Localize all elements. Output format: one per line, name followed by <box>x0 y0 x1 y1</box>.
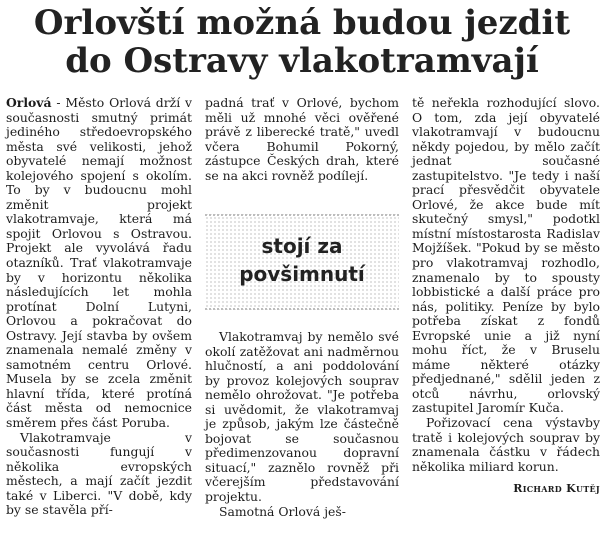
paragraph: Pořizovací cena výstavby tratě i kolejových souprav by znamenala částku v řádech několika miliard korun. <box>412 415 600 474</box>
paragraph: Samotná Orlová ješ- <box>219 503 346 519</box>
pull-quote-line-2: povšimnutí <box>239 262 365 286</box>
paragraph: Vlakotramvaj by nemělo své okolí zatěžovat ani nadměrnou hlučností, a ani poddolování by provoz kolejových souprav nemělo ohrožovat. "Je potřeba si uvědomit, že vlakotramvaj je způsob, jakým lze částečně bojovat se současnou předimenzovanou dopravní situací," zaznělo rovněž při včerejším představování projektu. <box>205 329 399 505</box>
paragraph: padná trať v Orlové, bychom měli už mnohé věci ověřené právě z liberecké tratě," uvedl včera Bohumil Pokorný, zástupce Českých drah, které se na akci rovněž podílejí. <box>205 95 399 183</box>
paragraph <box>6 96 192 431</box>
headline-line-2: do Ostravy vlakotramvají <box>65 41 539 81</box>
column-2-body <box>205 330 399 519</box>
paragraph: Vlakotramvaje v současnosti fungují v několika evropských městech, a mají začít jezdit také v Liberci. "V době, kdy by se stavěla pří- <box>6 429 192 518</box>
dateline: Orlová <box>6 95 52 110</box>
headline-line-1: Orlovští možná budou jezdit <box>33 3 571 43</box>
paragraph-text: - Město Orlová drží v současnosti smutný primát jediného středoevropského města své velikosti, jehož obyvatelé nemají možnost kolejového spojení s okolím. To by v budoucnu mohl změnit projekt vlakotramvaje, která má spojit Orlovou s Ostravou. Projekt ale vyvolává řadu otazníků. Trať vlakotramvaje by v horizontu několika následujících let mohla protínat Dolní Lutyni, Orlovou a pokračovat do Ostravy. Její stavba by ovšem znamenala nemalé změny v samotném centru Orlové. Musela by se zcela změnit hlavní třída, které protíná část města od nemocnice směrem přes část Poruba. <box>6 95 192 431</box>
article-column-1 <box>6 96 192 518</box>
paragraph: tě neřekla rozhodující slovo. O tom, zda její obyvatelé vlakotramvají v budoucnu někdy pojedou, by mělo začít jednat současné zastupitelstvo. "Je tedy i naší prací přesvědčit obyvatele Orlové, že akce bude mít skutečný smysl," podotkl místní místostarosta Radislav Mojžíšek. "Pokud by se město pro vlakotramvaj rozhodlo, znamenalo by to spousty lobbistické a další práce pro nás, politiky. Peníze by bylo potřeba získat z fondů Evropské unie a již nyní mohu říct, že v Bruselu máme některé otázky předjednané," sdělil jeden z otců návrhu, orlovský zastupitel Jaromír Kuča. <box>412 95 600 416</box>
pull-quote-box <box>205 214 399 310</box>
article-column-2 <box>205 96 399 519</box>
author-byline: Richard Kutěj <box>513 482 600 496</box>
article-headline <box>0 4 604 80</box>
article-column-3 <box>412 96 600 497</box>
pull-quote-line-1: stojí za <box>261 234 343 258</box>
